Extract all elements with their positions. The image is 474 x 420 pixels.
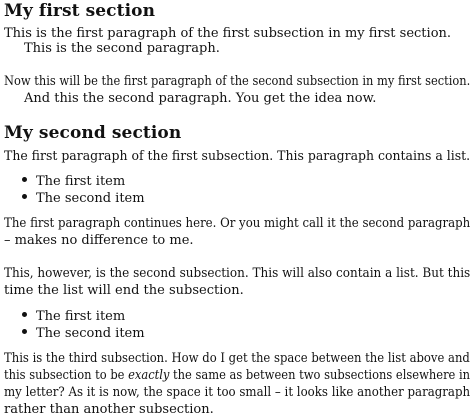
text-run: this subsection to be xyxy=(4,368,129,383)
list-item xyxy=(22,174,125,190)
paragraph-line: This, however, is the second subsection. This will also contain a list. But this xyxy=(4,266,471,281)
paragraph-line: The first paragraph continues here. Or you might call it the second paragraph xyxy=(4,216,471,231)
paragraph-line: This is the second paragraph. xyxy=(24,41,220,56)
list-item-text: The first item xyxy=(36,174,126,189)
section-title: My second section xyxy=(4,123,182,143)
list-item xyxy=(22,326,145,342)
paragraph-line: rather than another subsection. xyxy=(4,402,214,417)
bullet-icon xyxy=(22,329,27,334)
list-item-text: The second item xyxy=(36,326,145,341)
list-item-text: The second item xyxy=(36,191,145,206)
text-run: the same as between two subsections elsewhere in xyxy=(169,368,471,383)
bullet-icon xyxy=(22,312,27,317)
paragraph-line: And this the second paragraph. You get the idea now. xyxy=(24,91,377,106)
paragraph-line: time the list will end the subsection. xyxy=(4,283,244,298)
section-title: My first section xyxy=(4,1,156,21)
paragraph-line: The first paragraph of the first subsection. This paragraph contains a list. xyxy=(4,149,471,164)
paragraph-line xyxy=(4,368,470,384)
list-item xyxy=(22,309,125,325)
paragraph-line: – makes no difference to me. xyxy=(4,233,194,248)
emphasis-text: exactly xyxy=(128,368,170,383)
paragraph-line: Now this will be the first paragraph of the second subsection in my first section. xyxy=(4,74,471,89)
paragraph-line: This is the third subsection. How do I get the space between the list above and xyxy=(4,351,470,366)
bullet-icon xyxy=(22,194,27,199)
paragraph-line: This is the first paragraph of the first subsection in my first section. xyxy=(4,26,452,41)
list-item-text: The first item xyxy=(36,309,126,324)
paragraph-line: my letter? As it is now, the space it too small – it looks like another paragraph xyxy=(4,385,471,400)
list-item xyxy=(22,191,145,207)
bullet-icon xyxy=(22,177,27,182)
